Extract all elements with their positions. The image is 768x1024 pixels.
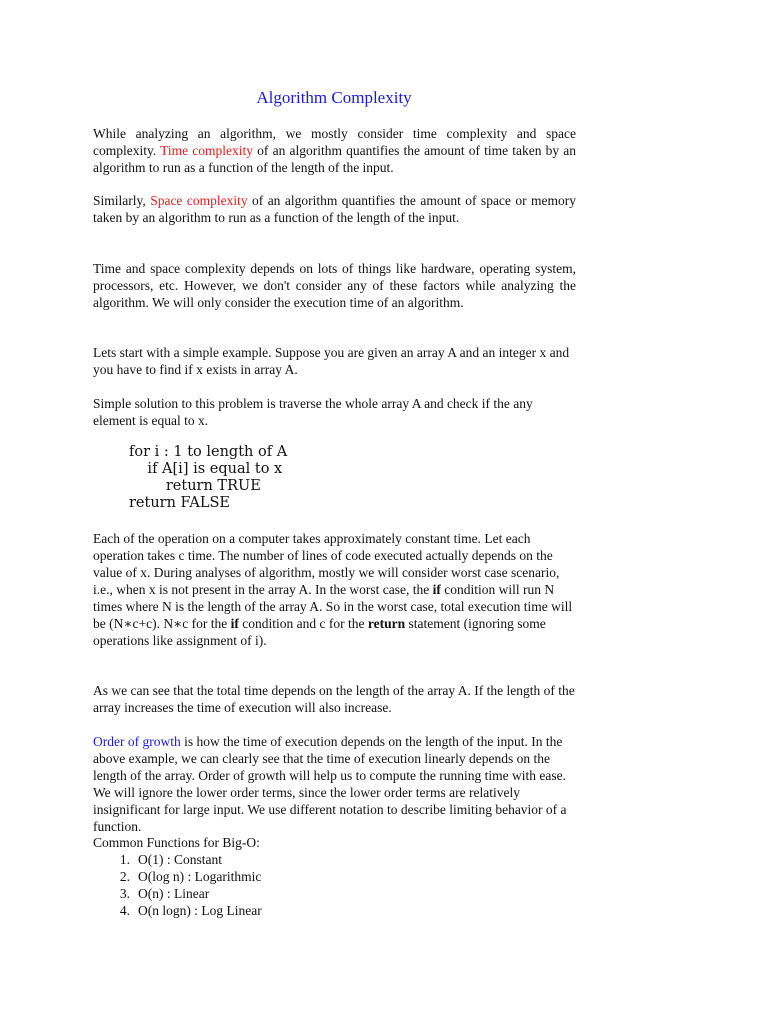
pseudocode-block [129, 444, 287, 512]
keyword-if: if [230, 616, 239, 631]
list-heading: Common Functions for Big-O: [93, 835, 260, 850]
text: of an algorithm quantifies the amount of space or memory taken by an algorithm to run as a function of the length of the input. [93, 193, 576, 225]
page-title: Algorithm Complexity [256, 88, 412, 107]
paragraph-worst-case [93, 530, 576, 649]
text: condition will run N times where N is the length of the array A. So in the worst case, total execution time will be (N∗c+c). N∗c for the [93, 582, 573, 631]
keyword-if: if [432, 582, 441, 597]
paragraph-total-time: As we can see that the total time depends on the length of the array A. If the length of the array increases the time of execution will also increase. [93, 683, 575, 715]
text: Each of the operation on a computer takes approximately constant time. Let each operation takes c time. The number of lines of code executed actually depends on the value of x. During analyses of algorithm, mostly we will consider worst case scenario, i.e., when x is not present in the array A. In the worst case, the [93, 531, 560, 597]
code-line: for i : 1 to length of A [129, 444, 288, 460]
text: Similarly, [93, 193, 151, 208]
list-number: 3. [119, 886, 130, 901]
text: condition and c for the [238, 616, 368, 631]
text: While analyzing an algorithm, we mostly consider time complexity and space complexity. [93, 126, 576, 158]
code-line: return TRUE [129, 478, 261, 494]
term-space-complexity: Space complexity [150, 193, 248, 208]
list-text: O(n logn) : Log Linear [138, 903, 262, 918]
paragraph-example: Lets start with a simple example. Suppose you are given an array A and an integer x and you have to find if x exists in array A. [93, 345, 570, 377]
term-order-of-growth: Order of growth [93, 734, 181, 749]
list-number: 1. [119, 852, 130, 867]
list-item [93, 851, 576, 868]
list-item [93, 885, 576, 902]
term-time-complexity: Time complexity [160, 143, 254, 158]
text: of an algorithm quantifies the amount of time taken by an algorithm to run as a function of the length of the input. [93, 143, 576, 175]
paragraph-order-of-growth [93, 733, 576, 835]
list-number: 4. [119, 903, 130, 918]
list-text: O(1) : Constant [138, 852, 222, 867]
list-item [93, 902, 576, 919]
keyword-return: return [367, 616, 406, 631]
list-text: O(n) : Linear [138, 886, 210, 901]
paragraph-factors: Time and space complexity depends on lots of things like hardware, operating system, processors, etc. However, we don't consider any of these factors while analyzing the algorithm. We will only consider the execution time of an algorithm. [93, 261, 576, 310]
big-o-list [93, 851, 576, 919]
text: is how the time of execution depends on the length of the input. In the above example, we can clearly see that the time of execution linearly depends on the length of the array. Order of growth will help us to compute the running time with ease. We will ignore the lower order terms, since the lower order terms are relatively insignificant for large input. We use different notation to describe limiting behavior of a function. [93, 734, 567, 834]
code-line: if A[i] is equal to x [129, 461, 283, 477]
paragraph-space-complexity [93, 192, 576, 226]
list-text: O(log n) : Logarithmic [138, 869, 262, 884]
paragraph-simple-solution: Simple solution to this problem is traverse the whole array A and check if the any element is equal to x. [93, 396, 533, 428]
text: statement (ignoring some operations like assignment of i). [93, 616, 546, 648]
code-line: return FALSE [129, 495, 230, 511]
list-item [93, 868, 576, 885]
list-number: 2. [119, 869, 130, 884]
paragraph-time-complexity [93, 125, 576, 176]
